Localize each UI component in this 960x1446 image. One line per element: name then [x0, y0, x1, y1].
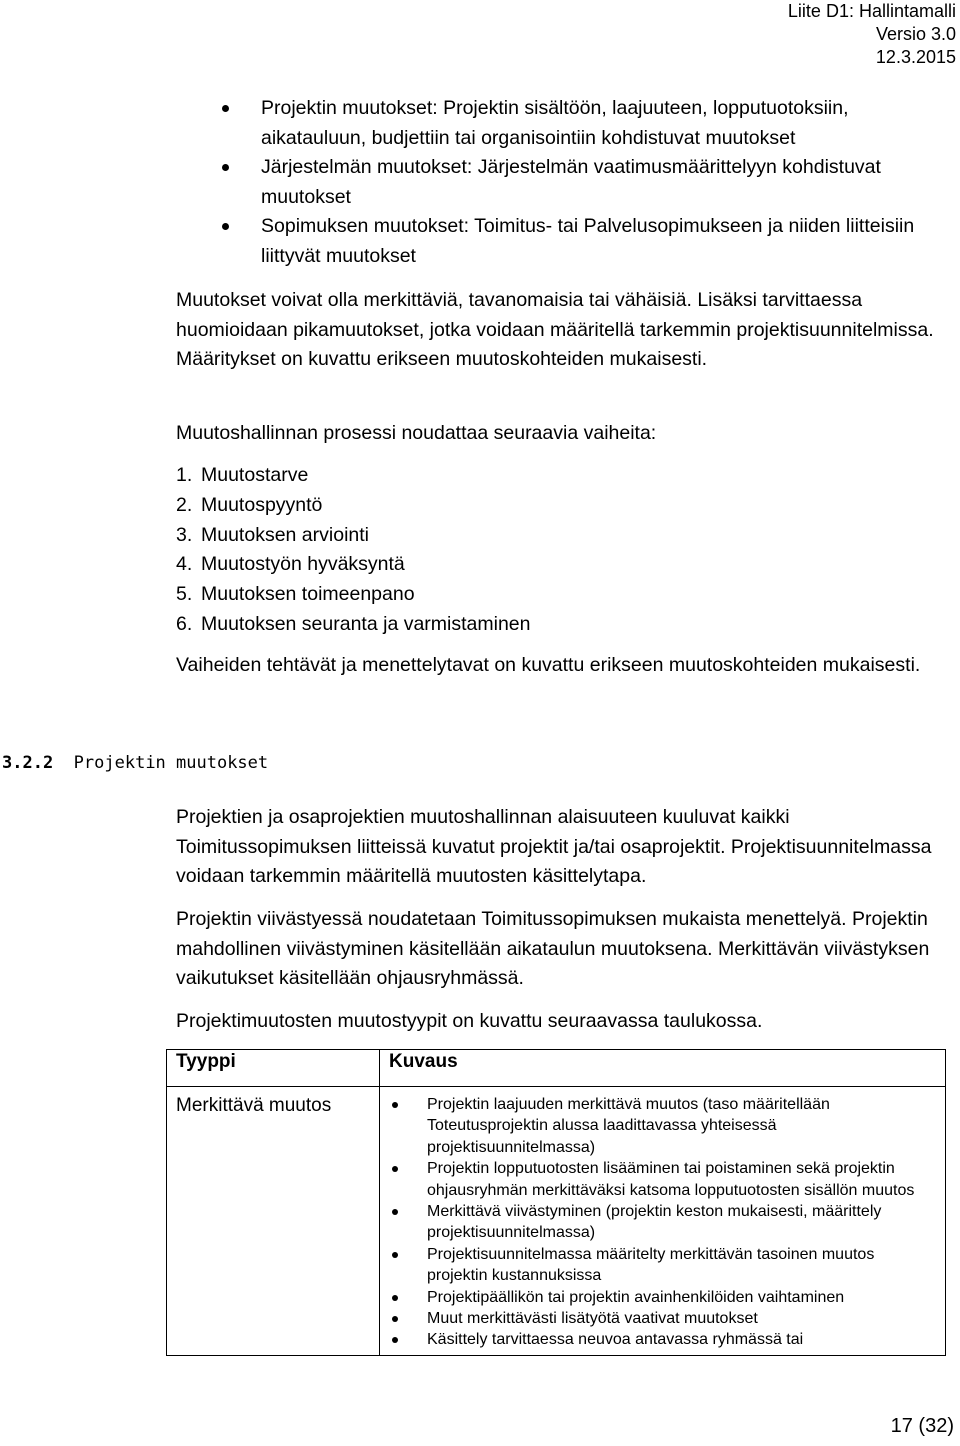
- change-types-table: [166, 1049, 946, 1356]
- list-item: Projektin muutokset: Projektin sisältöön, laajuuteen, lopputuotoksiin, aikatauluun, budjettiin tai organisointiin kohdistuvat muutokset: [218, 94, 948, 153]
- page-header: [788, 0, 956, 69]
- paragraph-change-levels: Muutokset voivat olla merkittäviä, tavanomaisia tai vähäisiä. Lisäksi tarvittaessa huomioidaan pikamuutokset, jotka voidaan määritellä tarkemmin projektisuunnitelmissa. Määritykset on kuvattu erikseen muutoskohteiden mukaisesti.: [176, 289, 934, 370]
- column-header-type: Tyyppi: [167, 1050, 380, 1087]
- list-item: Järjestelmän muutokset: Järjestelmän vaatimusmäärittelyyn kohdistuvat muutokset: [218, 153, 948, 212]
- process-step: 3. Muutoksen arviointi: [176, 523, 369, 546]
- paragraph-phases: Vaiheiden tehtävät ja menettelytavat on kuvattu erikseen muutoskohteiden mukaisesti.: [176, 654, 921, 676]
- page-number: 17 (32): [890, 1415, 954, 1437]
- header-document-title: Liite D1: Hallintamalli: [787, 1, 956, 21]
- list-item: Projektin lopputuotosten lisääminen tai poistaminen sekä projektin ohjausryhmän merkittäväksi katsoma lopputuotosten sisällön muutos: [389, 1158, 937, 1201]
- paragraph-process-intro: Muutoshallinnan prosessi noudattaa seuraavia vaiheita:: [176, 422, 657, 444]
- process-step: 6. Muutoksen seuranta ja varmistaminen: [176, 612, 531, 635]
- bullet-icon: [392, 1295, 398, 1301]
- cell-description: [380, 1087, 946, 1356]
- bullet-icon: [222, 223, 229, 230]
- bullet-icon: [392, 1209, 398, 1215]
- paragraph-delay: Projektin viivästyessä noudatetaan Toimitussopimuksen mukaista menettelyä. Projektin mahdollinen viivästyminen käsitellään aikataulun muutoksena. Merkittävän viivästyksen vaikutukset käsitellään ohjausryhmässä.: [176, 908, 930, 989]
- list-item: Merkittävä viivästyminen (projektin keston mukaisesti, määrittely projektisuunnitelmassa): [389, 1201, 937, 1244]
- list-item: Projektisuunnitelmassa määritelty merkittävän tasoinen muutos projektin kustannuksissa: [389, 1244, 937, 1287]
- list-item: Projektipäällikön tai projektin avainhenkilöiden vaihtaminen: [389, 1287, 937, 1308]
- table-row: [167, 1087, 946, 1356]
- list-item: Muut merkittävästi lisätyötä vaativat muutokset: [389, 1308, 937, 1329]
- process-step: 1. Muutostarve: [176, 464, 309, 486]
- table-header-row: [167, 1050, 946, 1087]
- header-date: 12.3.2015: [875, 47, 956, 67]
- change-category-list: [218, 94, 948, 271]
- paragraph-table-intro: Projektimuutosten muutostyypit on kuvattu seuraavassa taulukossa.: [176, 1010, 763, 1032]
- bullet-icon: [392, 1316, 398, 1322]
- process-step: 5. Muutoksen toimeenpano: [176, 583, 415, 606]
- list-item: Käsittely tarvittaessa neuvoa antavassa ryhmässä tai: [389, 1329, 937, 1350]
- cell-type: Merkittävä muutos: [167, 1087, 380, 1356]
- list-item: Sopimuksen muutokset: Toimitus- tai Palvelusopimukseen ja niiden liitteisiin liittyvät muutokset: [218, 212, 948, 271]
- process-steps-list: [176, 461, 531, 640]
- section-number: 3.2.2: [2, 753, 54, 773]
- section-heading: [2, 750, 268, 776]
- paragraph-scope: Projektien ja osaprojektien muutoshallinnan alaisuuteen kuuluvat kaikki Toimitussopimuksen liitteissä kuvatut projektit ja/tai osaprojektit. Projektisuunnitelmassa voidaan tarkemmin määritellä muutosten käsittelytapa.: [176, 806, 932, 887]
- bullet-icon: [392, 1337, 398, 1343]
- bullet-icon: [392, 1252, 398, 1258]
- bullet-icon: [222, 164, 229, 171]
- list-item: Projektin laajuuden merkittävä muutos (taso määritellään Toteutusprojektin alussa laadittavassa yhteisessä projektisuunnitelmassa): [389, 1094, 937, 1158]
- process-step: 2. Muutospyyntö: [176, 493, 323, 516]
- bullet-icon: [392, 1102, 398, 1108]
- process-step: 4. Muutostyön hyväksyntä: [176, 553, 405, 576]
- column-header-description: Kuvaus: [380, 1050, 946, 1087]
- header-version: Versio 3.0: [875, 24, 956, 44]
- description-list: [389, 1094, 937, 1351]
- bullet-icon: [222, 105, 229, 112]
- section-title: Projektin muutokset: [73, 753, 269, 773]
- bullet-icon: [392, 1166, 398, 1172]
